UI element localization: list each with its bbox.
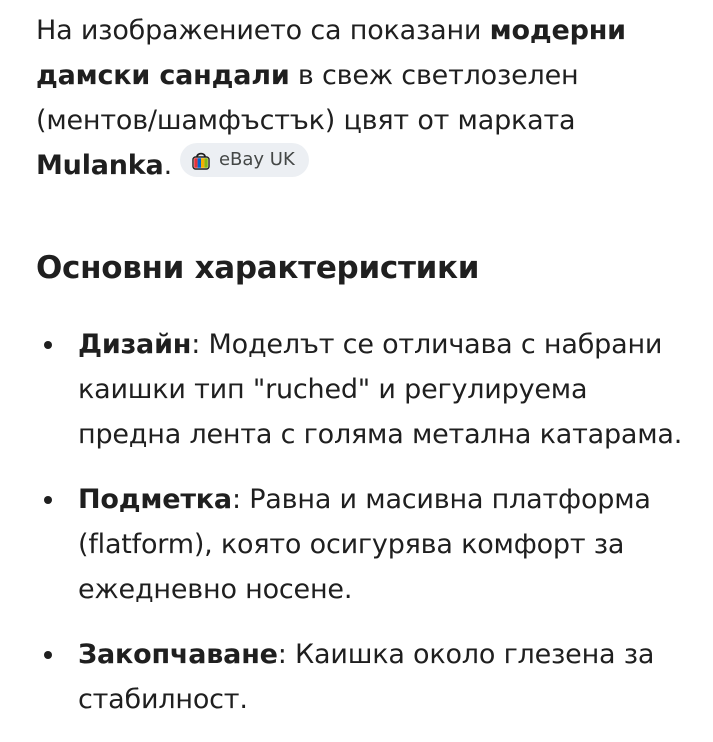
intro-brand-bold: Mulanka [36, 150, 164, 181]
intro-period: . [163, 150, 172, 181]
response-content [36, 8, 686, 742]
list-item [36, 632, 686, 722]
intro-text-middle: в свеж светлозелен (ментов/шамфъстък) цвят от марката [36, 60, 579, 136]
feature-label: Закопчаване [78, 639, 278, 670]
list-item [36, 322, 686, 457]
feature-separator: : [191, 329, 201, 360]
list-item [36, 477, 686, 612]
bullet-icon [44, 496, 52, 504]
source-chip-label: eBay UK [218, 149, 295, 170]
feature-separator: : [231, 484, 241, 515]
feature-text: Равна и масивна платформа (flatform), която осигурява комфорт за ежедневно носене. [78, 484, 651, 605]
feature-separator: : [277, 639, 287, 670]
source-chip-ebay[interactable] [180, 143, 309, 177]
feature-label: Подметка [78, 484, 232, 515]
section-heading: Основни характеристики [36, 250, 480, 286]
ebay-bag-icon [190, 149, 212, 171]
bullet-icon [44, 651, 52, 659]
feature-text: Каишка около глезена за стабилност. [78, 639, 655, 715]
intro-product-bold: модерни дамски сандали [36, 15, 626, 91]
feature-label: Дизайн [78, 329, 192, 360]
intro-text-before: На изображението са показани [36, 15, 490, 46]
features-list [36, 322, 686, 722]
intro-paragraph [36, 8, 686, 188]
feature-text: Моделът се отличава с набрани каишки тип "ruched" и регулируема предна лента с голяма метална катарама. [78, 329, 683, 450]
bullet-icon [44, 341, 52, 349]
